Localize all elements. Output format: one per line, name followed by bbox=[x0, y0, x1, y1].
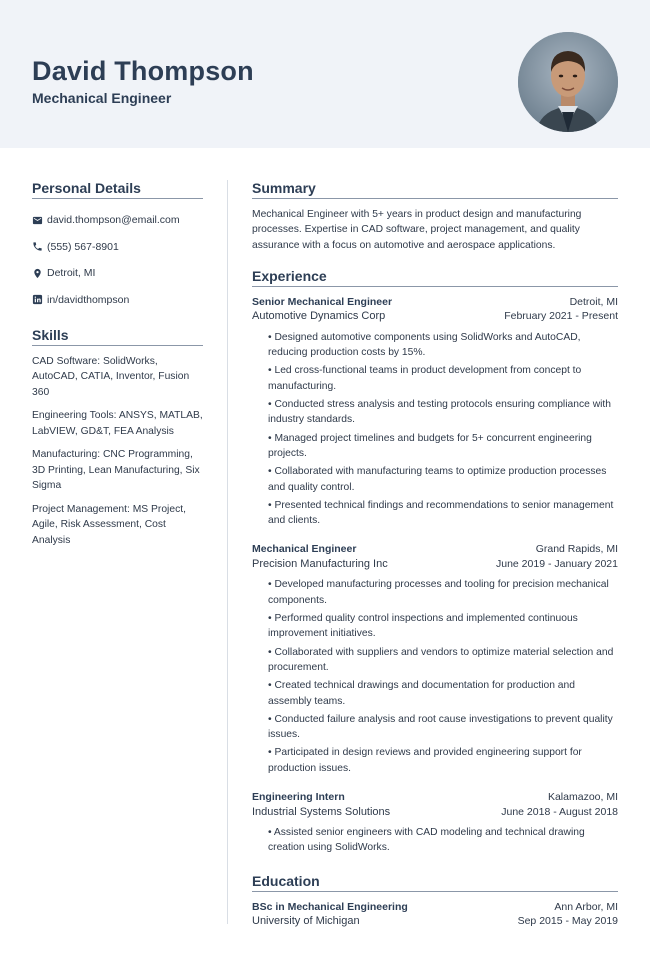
right-column bbox=[252, 180, 618, 929]
job-title: Mechanical Engineer bbox=[252, 543, 357, 556]
job-subheader bbox=[252, 557, 618, 572]
linkedin-text: in/davidthompson bbox=[47, 293, 130, 306]
job-bullet: • Managed project timelines and budgets for 5+ concurrent engineering projects. bbox=[268, 431, 618, 462]
location-text: Detroit, MI bbox=[47, 267, 96, 279]
job-title: Senior Mechanical Engineer bbox=[252, 295, 393, 308]
education-header bbox=[252, 900, 618, 915]
personal-details-heading: Personal Details bbox=[32, 180, 203, 199]
left-column bbox=[32, 180, 203, 556]
candidate-name: David Thompson bbox=[32, 56, 254, 86]
job-location: Kalamazoo, MI bbox=[547, 791, 618, 804]
job-subheader bbox=[252, 805, 618, 820]
summary-text: Mechanical Engineer with 5+ years in product design and manufacturing processes. Expertise in CAD software, project management, and quality assurance with a focus on automotive and aerospace applications. bbox=[252, 209, 582, 251]
skills-heading: Skills bbox=[32, 327, 203, 346]
job-bullet: • Collaborated with manufacturing teams to optimize production processes and quality control. bbox=[268, 464, 618, 495]
email-text: david.thompson@email.com bbox=[47, 214, 180, 226]
job-bullet: • Led cross-functional teams in product development from concept to manufacturing. bbox=[268, 363, 618, 394]
location-pin-icon bbox=[32, 268, 43, 279]
contact-phone bbox=[32, 240, 203, 254]
job-bullet: • Collaborated with suppliers and vendors to optimize material selection and procurement. bbox=[268, 645, 618, 676]
education-location: Ann Arbor, MI bbox=[554, 900, 618, 913]
phone-icon bbox=[32, 241, 43, 252]
linkedin-icon bbox=[32, 294, 43, 305]
job-bullet: • Conducted failure analysis and root cause investigations to prevent quality issues. bbox=[268, 712, 618, 743]
job-bullet: • Presented technical findings and recommendations to senior management and clients. bbox=[268, 498, 618, 529]
job-entry bbox=[252, 542, 618, 776]
job-bullets bbox=[268, 825, 618, 856]
experience-heading: Experience bbox=[252, 268, 618, 287]
education-subheader bbox=[252, 914, 618, 929]
degree: BSc in Mechanical Engineering bbox=[252, 900, 408, 913]
contact-location bbox=[32, 266, 203, 280]
email-icon bbox=[32, 215, 43, 226]
job-bullet: • Assisted senior engineers with CAD modeling and technical drawing creation using SolidWorks. bbox=[268, 825, 618, 856]
job-bullet: • Conducted stress analysis and testing protocols ensuring compliance with industry standards. bbox=[268, 397, 618, 428]
education-heading: Education bbox=[252, 873, 618, 892]
job-header bbox=[252, 542, 618, 557]
portrait-photo bbox=[518, 32, 618, 132]
job-bullet: • Participated in design reviews and provided engineering support for production issues. bbox=[268, 745, 618, 776]
job-header bbox=[252, 790, 618, 805]
job-title: Engineering Intern bbox=[252, 791, 345, 804]
skill-item: Project Management: MS Project, Agile, Risk Assessment, Cost Analysis bbox=[32, 503, 186, 546]
job-company: Precision Manufacturing Inc bbox=[252, 557, 388, 570]
job-location: Detroit, MI bbox=[569, 295, 618, 308]
job-bullet: • Designed automotive components using SolidWorks and AutoCAD, reducing production costs by 15%. bbox=[268, 330, 618, 361]
job-bullet: • Performed quality control inspections and implemented continuous improvement initiatives. bbox=[268, 611, 618, 642]
skill-item: Manufacturing: CNC Programming, 3D Printing, Lean Manufacturing, Six Sigma bbox=[32, 449, 200, 491]
job-dates: June 2018 - August 2018 bbox=[501, 805, 618, 818]
job-header bbox=[252, 295, 618, 310]
job-company: Automotive Dynamics Corp bbox=[252, 310, 386, 323]
phone-text: (555) 567-8901 bbox=[47, 240, 119, 253]
job-dates: June 2019 - January 2021 bbox=[495, 557, 618, 570]
summary-heading: Summary bbox=[252, 180, 618, 199]
contact-email bbox=[32, 213, 203, 227]
resume-header bbox=[0, 0, 650, 148]
job-bullet: • Created technical drawings and documentation for production and assembly teams. bbox=[268, 678, 618, 709]
job-location: Grand Rapids, MI bbox=[535, 543, 618, 556]
job-subheader bbox=[252, 309, 618, 324]
contact-linkedin bbox=[32, 293, 203, 307]
job-company: Industrial Systems Solutions bbox=[252, 805, 391, 818]
skill-item: CAD Software: SolidWorks, AutoCAD, CATIA, Inventor, Fusion 360 bbox=[32, 355, 190, 398]
job-bullet: • Developed manufacturing processes and tooling for precision mechanical components. bbox=[268, 577, 618, 608]
job-dates: February 2021 - Present bbox=[504, 310, 618, 323]
candidate-title: Mechanical Engineer bbox=[32, 90, 172, 106]
education-dates: Sep 2015 - May 2019 bbox=[517, 915, 618, 928]
job-entry bbox=[252, 295, 618, 529]
job-entry bbox=[252, 790, 618, 856]
avatar bbox=[518, 32, 618, 132]
school: University of Michigan bbox=[252, 915, 360, 928]
education-entry bbox=[252, 900, 618, 929]
job-bullets bbox=[268, 330, 618, 529]
column-divider bbox=[227, 180, 228, 924]
job-bullets bbox=[268, 577, 618, 776]
skill-item: Engineering Tools: ANSYS, MATLAB, LabVIEW, GD&T, FEA Analysis bbox=[32, 410, 203, 437]
